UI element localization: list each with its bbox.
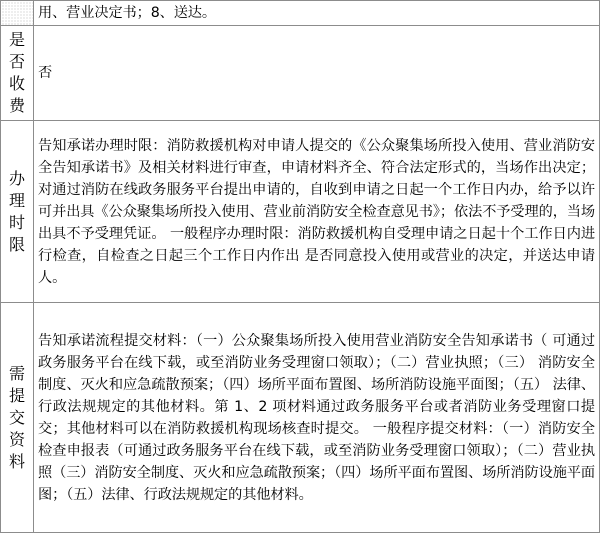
row-label	[1, 1, 34, 26]
row-content: 否	[34, 26, 600, 121]
table-row	[1, 1, 600, 26]
table-row	[1, 303, 600, 533]
row-content: 告知承诺流程提交材料：（一）公众聚集场所投入使用营业消防安全告知承诺书（ 可通过政务服务平台在线下载，或至消防业务受理窗口领取）；（二）营业执照；（三） 消防安全制度、灭火和应急疏散预案；（四）场所平面布置图、场所消防设施平面图；（五） 法律、行政法规规定的其他材料。第 1、2 项材料通过政务服务平台或者消防业务受理窗口提交；其他材料可以在消防救援机构现场核查时提交。 一般程序提交材料：（一）消防安全检查申报表（可通过政务服务平台在线下载，或至消防业务受理窗口领取）；（二）营业执照（三）消防安全制度、灭火和应急疏散预案；（四）场所平面布置图、场所消防设施平面图；（五）法律、行政法规规定的其他材料。	[34, 303, 600, 533]
row-label	[1, 303, 34, 533]
row-content: 告知承诺办理时限：消防救援机构对申请人提交的《公众聚集场所投入使用、营业消防安全告知承诺书》及相关材料进行审查，申请材料齐全、符合法定形式的，当场作出决定；对通过消防在线政务服务平台提出申请的，自收到申请之日起一个工作日内办，给予以许可并出具《公众聚集场所投入使用、营业前消防安全检查意见书》；依法不予受理的，当场出具不予受理凭证。 一般程序办理时限：消防救援机构自受理申请之日起十个工作日内进行检查，自检查之日起三个工作日内作出 是否同意投入使用或营业的决定，并送达申请人。	[34, 121, 600, 303]
label-text-time-limit: 办理时限	[9, 168, 26, 254]
row-label	[1, 26, 34, 121]
row-content: 用、营业决定书；8、送达。	[34, 1, 600, 26]
table-row	[1, 26, 600, 121]
label-text-fee: 是否收费	[9, 30, 26, 115]
label-text-materials: 需提交资料	[9, 363, 26, 471]
table-row	[1, 121, 600, 303]
row-label	[1, 121, 34, 303]
